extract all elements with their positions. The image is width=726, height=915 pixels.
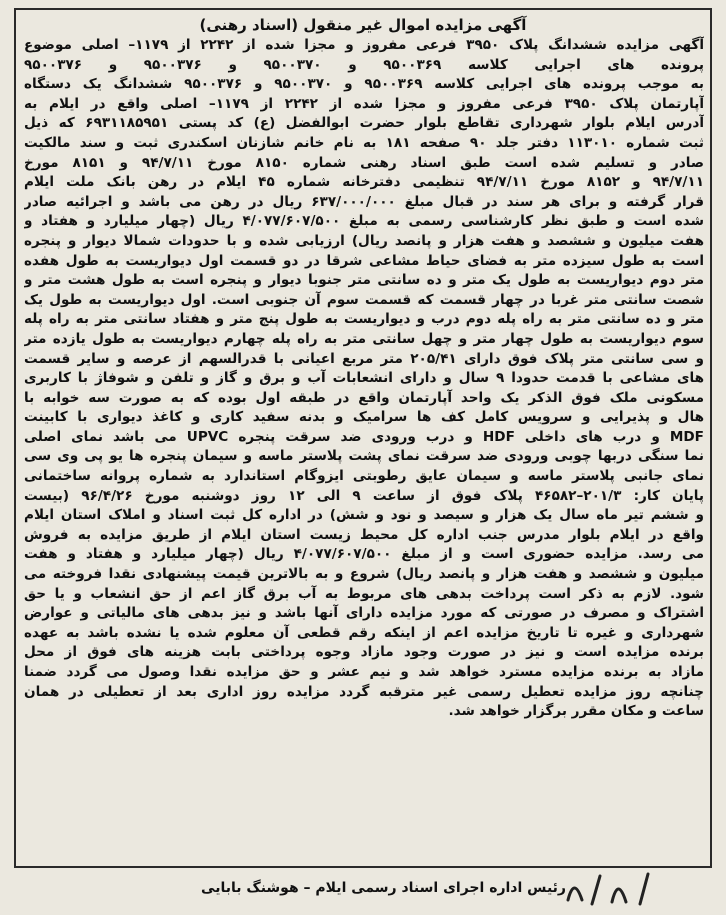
notice-line: شصت سانتی متر غربا در چهار قسمت که قسمت سوم آن جنوبی است. اول دیواریست به طول یک [24, 291, 704, 308]
notice-line: مسکونی ملک فوق الذکر یک واحد آپارتمان واقع در طبقه اول بوده که به صورت سه خوابه با [24, 389, 704, 406]
notice-line: صادر و تسلیم شده است طبق اسناد رهنی شماره ۸۱۵۰ مورخ ۹۴/۷/۱۱ و ۸۱۵۱ مورخ [24, 154, 704, 171]
notice-body [24, 36, 704, 722]
notice-line: برنده مزایده است و نیز در صورت وجود مازاد وجوه پرداختی بابت هزینه های فوق از محل [24, 644, 704, 661]
notice-line: آپارتمان پلاک ۳۹۵۰ فرعی مفروز و مجزا شده از ۲۲۴۲ از ۱۱۷۹– اصلی واقع در ایلام به [24, 95, 704, 112]
notice-line: و سی سانتی متر پلاک فوق دارای ۲۰۵/۴۱ متر مربع اعیانی با قدرالسهم از عرصه و سایر قسمت [24, 350, 704, 367]
notice-line: به موجب پرونده های اجرایی کلاسه ۹۵۰۰۳۶۹ و ۹۵۰۰۳۷۰ و ۹۵۰۰۳۷۶ ششدانگ یک دستگاه [24, 76, 704, 93]
notice-line: مازاد به برنده مزایده مسترد خواهد شد و نیم عشر و حق مزایده نقدا وصول می گردد ضمنا [24, 664, 704, 680]
handwritten-mark [560, 870, 670, 910]
notice-line: متر دوم دیواریست به طول یک متر و ده سانتی متر جنوبا دیوار و پنجره است به طول هشت متر و [24, 272, 704, 289]
notice-line: آدرس ایلام بلوار شهرداری تقاطع بلوار حضرت ابوالفضل (ع) کد پستی ۶۹۳۱۱۸۵۹۵۱ که ذیل [24, 115, 704, 132]
notice-line: قرار گرفته و برای هر سند در قبال مبلغ ۶۳۷/۰۰۰/۰۰۰ ریال در رهن می باشد و اجرائیه صادر [24, 193, 704, 210]
notice-line: متر و ده سانتی متر به راه پله دوم درب و دیواریست به طول پنج متر و هفتاد سانتی متر به راه پله [24, 311, 704, 328]
notice-title: آگهی مزایده اموال غیر منقول (اسناد رهنی) [199, 16, 527, 34]
notice-line: شهرداری و غیره تا تاریخ مزایده اعم از اینکه رقم قطعی آن معلوم شده یا نشده باشد به عهده [24, 624, 704, 641]
signature-line: رئیس اداره اجرای اسناد رسمی ایلام – هوشنگ بابایی [201, 880, 566, 896]
notice-line: نما سنگی دربها چوبی ورودی ضد سرقت نمای پشت پلاستر ماسه و سیمان پنجره ها یو پی وی سی [24, 448, 704, 465]
notice-line: شود. لازم به ذکر است پرداخت بدهی های مربوط به آب برق گاز اعم از حق انشعاب و یا حق [24, 585, 704, 602]
notice-line: پرونده های اجرایی کلاسه ۹۵۰۰۳۶۹ و ۹۵۰۰۳۷۰ و ۹۵۰۰۳۷۶ و ۹۵۰۰۳۷۶ [24, 56, 704, 73]
notice-line: هال و پذیرایی و سرویس کامل کف ها سرامیک و بدنه سفید کاری و کاغذ دیواری با کابینت [24, 409, 704, 426]
notice-line: آگهی مزایده ششدانگ پلاک ۳۹۵۰ فرعی مفروز و مجزا شده از ۲۲۴۲ از ۱۱۷۹– اصلی موضوع [24, 37, 704, 53]
notice-line: نمای جانبی پلاستر ماسه و سیمان عایق رطوبتی ایزوگام استاندارد به شماره پروانه ساختمانی [24, 468, 704, 485]
notice-line: سوم دیواریست به طول چهار متر و چهل سانتی متر به راه پله چهارم دیواریست به طول یازده متر [24, 330, 704, 347]
notice-line: های مشاعی با قدمت حدودا ۹ سال و دارای انشعابات آب و برق و گاز و تلفن و شوفاژ با کاربری [24, 370, 704, 387]
notice-line: است به طول سیزده متر به فضای حیاط مشاعی شرقا در دو قسمت اول دیواریست به طول هفده [24, 252, 704, 269]
notice-line: هفت میلیون و ششصد و هفت هزار و پانصد ریال) ارزیابی شده و با حدودات شمالا دیوار و پنجره [24, 232, 704, 249]
notice-line: شده است و طبق نظر کارشناسی رسمی به مبلغ ۴/۰۷۷/۶۰۷/۵۰۰ ریال (چهار میلیارد و هفتاد و [24, 213, 704, 230]
notice-line: و ششم تیر ماه سال یک هزار و سیصد و نود و شش) در اداره کل ثبت اسناد و املاک استان ایلام [24, 507, 704, 524]
notice-line: ۹۴/۷/۱۱ و ۸۱۵۲ مورخ ۹۴/۷/۱۱ تنظیمی دفترخانه شماره ۴۵ ایلام در رهن بانک ملت ایلام [24, 174, 704, 191]
notice-line: چنانچه روز مزایده تعطیل رسمی غیر مترقبه گردد مزایده روز اداری بعد از تعطیلی در همان [24, 683, 704, 700]
notice-line: ثبت شماره ۱۱۳۰۱۰ دفتر جلد ۹۰ صفحه ۱۸۱ به نام خانم شازنان اسکندری ثبت و سند مالکیت [24, 134, 704, 151]
notice-line: اشتراک و مصرف در صورتی که مورد مزایده دارای آنها باشد و نیز بدهی های مالیاتی و عوارض [24, 605, 704, 622]
notice-line: MDF و درب های داخلی HDF و درب ورودی ضد سرقت پنجره UPVC می باشد نمای اصلی [24, 428, 704, 445]
notice-line: ساعت و مکان مقرر برگزار خواهد شد. [448, 703, 704, 720]
notice-line: می رسد. مزایده حضوری است و از مبلغ ۴/۰۷۷/۶۰۷/۵۰۰ ریال (چهار میلیارد و هفتاد و هفت [24, 546, 704, 563]
notice-line: واقع در ایلام بلوار مدرس جنب اداره کل محیط زیست استان ایلام از طریق مزایده به فروش [24, 526, 704, 543]
notice-line: میلیون و ششصد و هفت هزار و پانصد ریال) شروع و به بالاترین قیمت پیشنهادی نقدا فروخته می [24, 566, 704, 583]
notice-line: پایان کار: ۲۰۱/۳–۴۶۵۸۲ پلاک فوق از ساعت ۹ الی ۱۲ روز دوشنبه مورخ ۹۶/۴/۲۶ (بیست [24, 487, 704, 504]
